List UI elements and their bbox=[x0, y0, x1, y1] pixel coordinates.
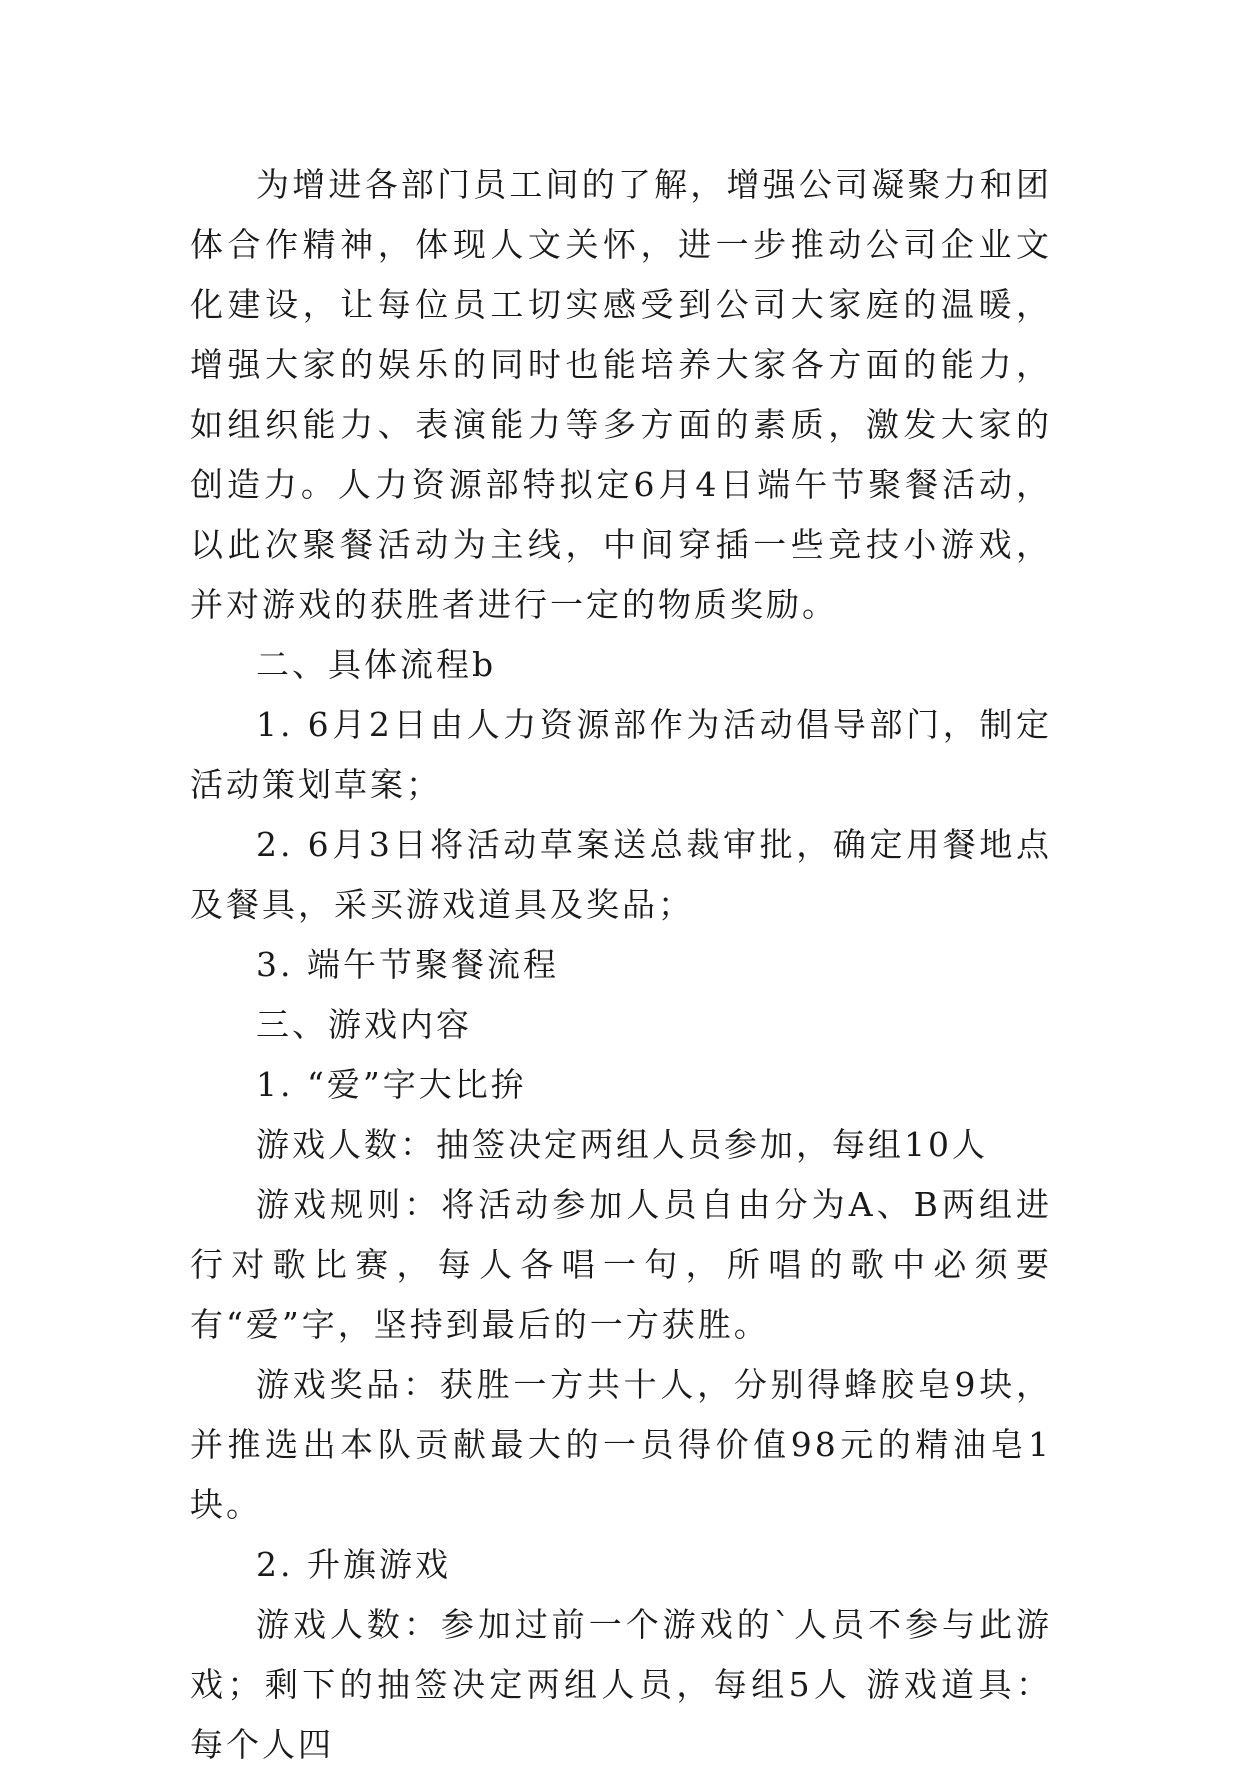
game-2-players: 游戏人数：参加过前一个游戏的`人员不参与此游戏；剩下的抽签决定两组人员，每组5人 游戏道具：每个人四 bbox=[190, 1605, 1052, 1764]
section-heading-process: 二、具体流程b bbox=[256, 645, 497, 684]
process-step-2: 2. 6月3日将活动草案送总裁审批，确定用餐地点及餐具，采买游戏道具及奖品； bbox=[190, 825, 1052, 924]
game-1-title: 1. “爱”字大比拚 bbox=[256, 1065, 527, 1104]
process-step-1: 1. 6月2日由人力资源部作为活动倡导部门，制定活动策划草案； bbox=[190, 705, 1052, 804]
game-2-title: 2. 升旗游戏 bbox=[256, 1545, 451, 1584]
document-body bbox=[190, 155, 1052, 1775]
process-step-3: 3. 端午节聚餐流程 bbox=[256, 945, 559, 984]
game-1-rules: 游戏规则：将活动参加人员自由分为A、B两组进行对歌比赛，每人各唱一句，所唱的歌中必须要有“爱”字，坚持到最后的一方获胜。 bbox=[190, 1185, 1052, 1344]
game-1-players: 游戏人数：抽签决定两组人员参加，每组10人 bbox=[256, 1125, 988, 1164]
section-heading-games: 三、游戏内容 bbox=[256, 1005, 472, 1044]
intro-paragraph: 为增进各部门员工间的了解，增强公司凝聚力和团体合作精神，体现人文关怀，进一步推动公司企业文化建设，让每位员工切实感受到公司大家庭的温暖，增强大家的娱乐的同时也能培养大家各方面的能力，如组织能力、表演能力等多方面的素质，激发大家的创造力。人力资源部特拟定6月4日端午节聚餐活动，以此次聚餐活动为主线，中间穿插一些竞技小游戏，并对游戏的获胜者进行一定的物质奖励。 bbox=[190, 165, 1052, 624]
game-1-prizes: 游戏奖品：获胜一方共十人，分别得蜂胶皂9块，并推选出本队贡献最大的一员得价值98元的精油皂1块。 bbox=[190, 1365, 1052, 1524]
